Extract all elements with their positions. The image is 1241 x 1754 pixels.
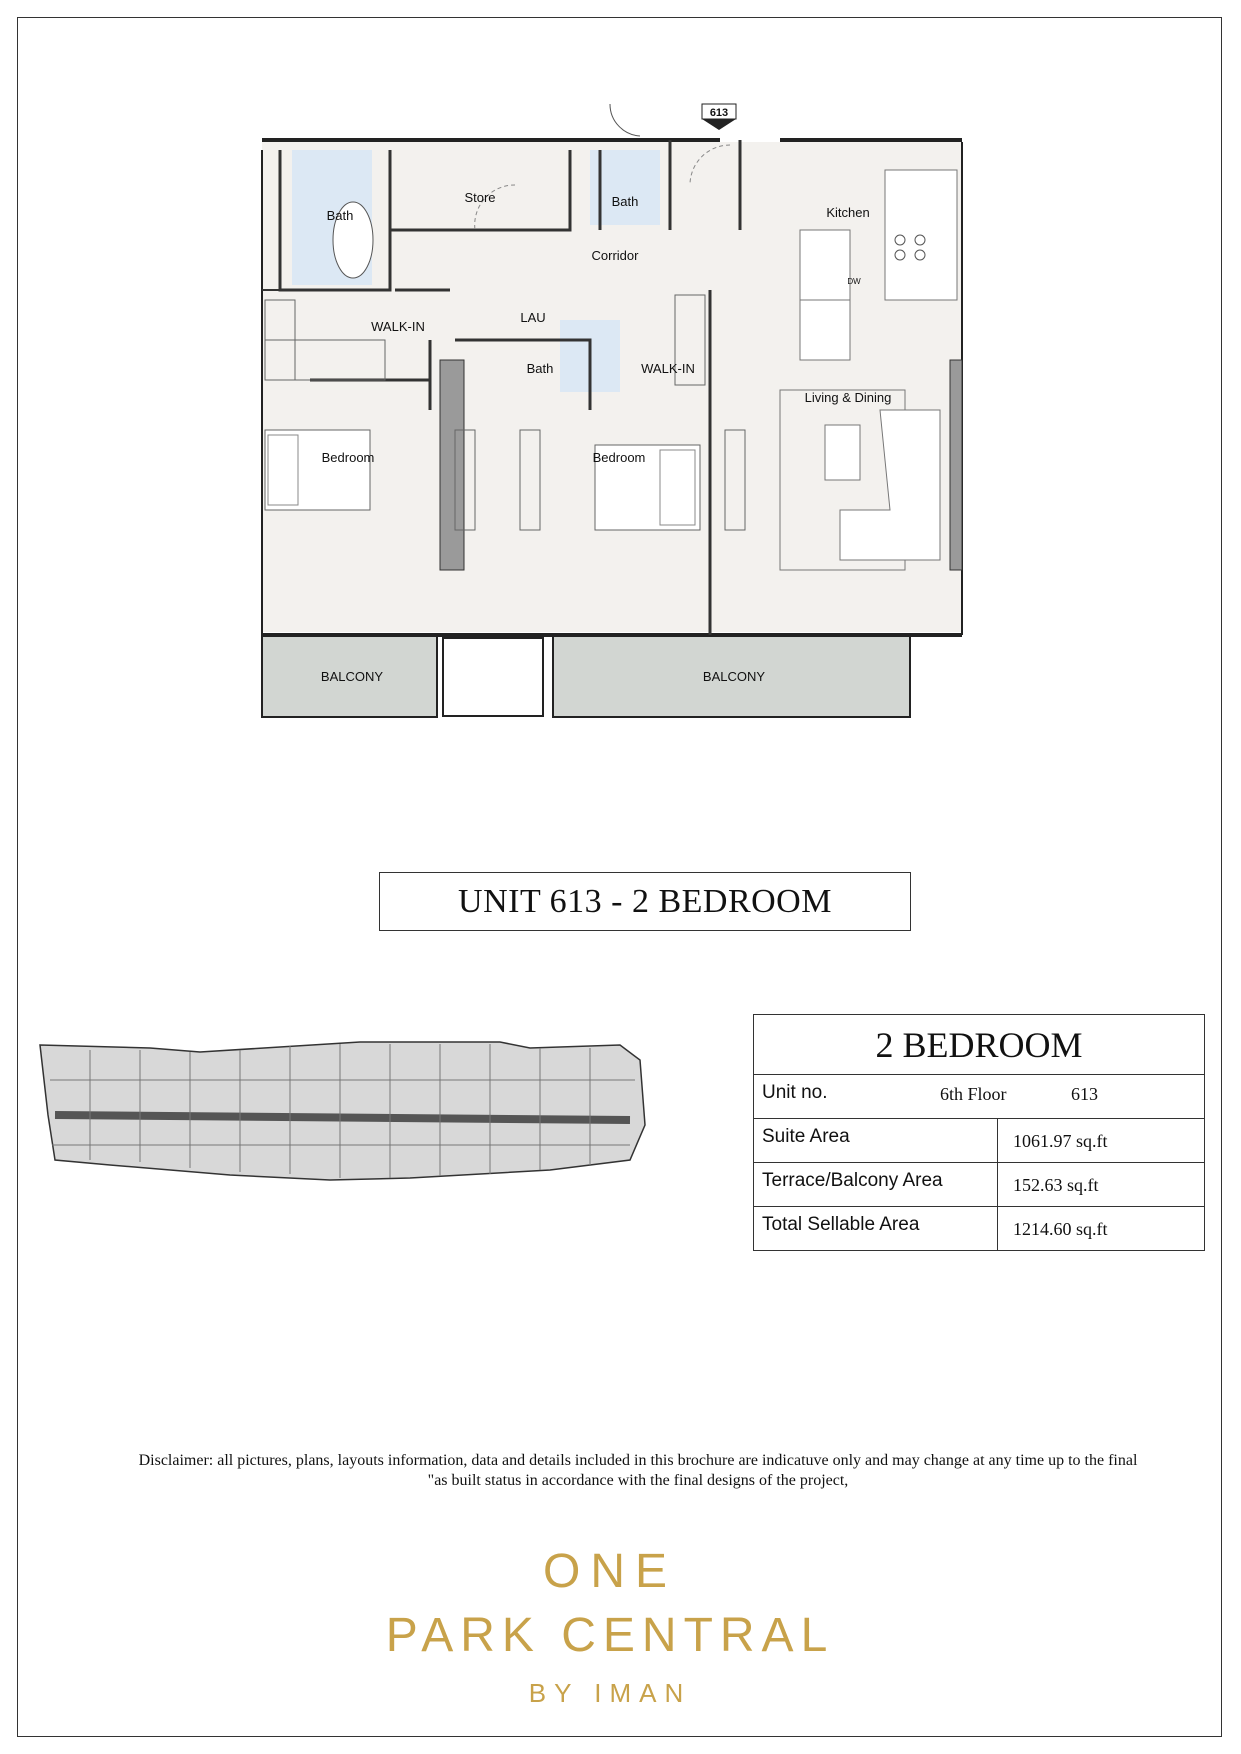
label-bath-top: Bath	[611, 194, 639, 209]
area-value: 1214.60 sq.ft	[1013, 1219, 1108, 1239]
area-label: Total Sellable Area	[762, 1214, 920, 1235]
label-living-dining: Living & Dining	[804, 390, 892, 405]
balcony-void	[443, 638, 543, 716]
unit-tag: 613	[709, 107, 729, 119]
area-row	[754, 1207, 1204, 1251]
area-row	[754, 1119, 1204, 1163]
unit-no-value: 613	[1071, 1084, 1098, 1104]
area-label: Terrace/Balcony Area	[762, 1170, 943, 1191]
label-store: Store	[464, 190, 496, 205]
brand-logo	[380, 1530, 840, 1710]
area-value: 152.63 sq.ft	[1013, 1175, 1099, 1195]
label-corridor: Corridor	[591, 248, 639, 263]
area-value: 1061.97 sq.ft	[1013, 1131, 1108, 1151]
area-label: Suite Area	[762, 1126, 850, 1147]
logo-line-park-central: PARK CENTRAL	[385, 1609, 835, 1662]
label-bedroom-second: Bedroom	[592, 450, 646, 465]
label-bath-mid: Bath	[526, 361, 554, 376]
label-walkin-master: WALK-IN	[371, 319, 425, 334]
label-bedroom-master: Bedroom	[321, 450, 375, 465]
label-balcony-right: BALCONY	[702, 669, 766, 684]
unit-title: UNIT 613 - 2 BEDROOM	[379, 872, 911, 931]
key-floor-plan	[30, 1040, 730, 1220]
label-lau: LAU	[520, 310, 546, 325]
master-bed	[265, 430, 370, 510]
logo-line-by-iman: BY IMAN	[528, 1678, 692, 1708]
disclaimer-line: Disclaimer: all pictures, plans, layouts information, data and details included in this brochure are indicatuve only and may change at any time up to the final	[138, 1452, 1138, 1469]
disclaimer	[60, 1451, 1216, 1491]
label-walkin-second: WALK-IN	[641, 361, 695, 376]
kitchen-island	[800, 230, 850, 300]
label-bath-master: Bath	[326, 208, 354, 223]
key-plan-building	[40, 1042, 645, 1180]
label-balcony-left: BALCONY	[320, 669, 384, 684]
floor-value: 6th Floor	[940, 1084, 1007, 1104]
area-row	[754, 1163, 1204, 1207]
label-kitchen: Kitchen	[826, 205, 870, 220]
label-dw: DW	[847, 277, 861, 286]
unit-no-row	[754, 1075, 1204, 1119]
unit-floor-plan	[250, 90, 980, 740]
area-table-heading: 2 BEDROOM	[754, 1015, 1204, 1075]
coffee-table	[825, 425, 860, 480]
disclaimer-line: "as built status in accordance with the final designs of the project,	[427, 1472, 849, 1489]
logo-line-one: ONE	[542, 1545, 677, 1598]
dining-table	[800, 300, 850, 360]
unit-no-label: Unit no.	[762, 1082, 828, 1103]
area-table	[753, 1014, 1205, 1251]
